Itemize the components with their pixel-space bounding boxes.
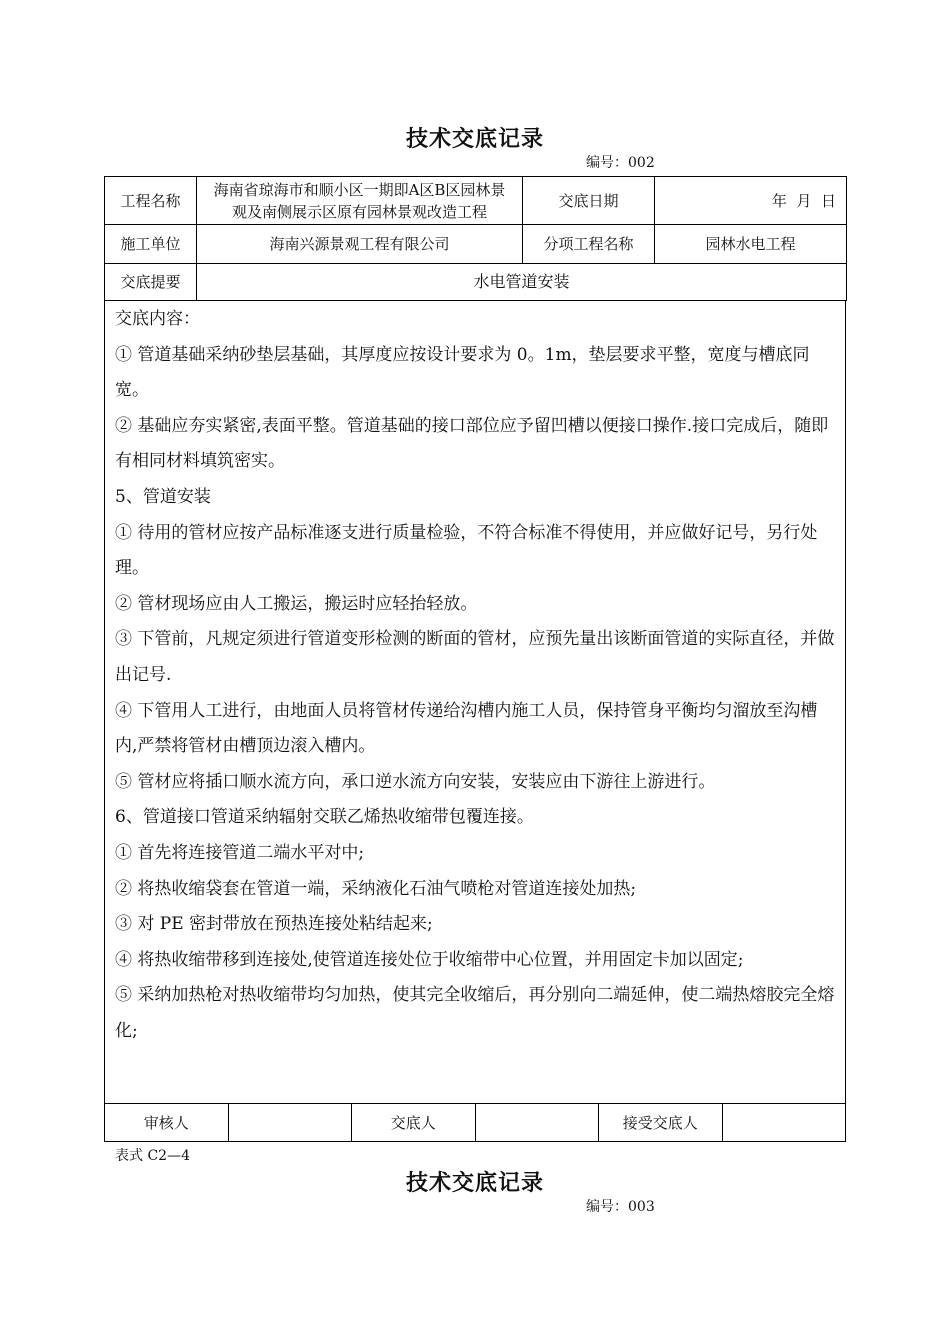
content-paragraph: ① 管道基础采纳砂垫层基础，其厚度应按设计要求为 0。1m，垫层要求平整，宽度与槽底同宽。 [115, 344, 810, 401]
content-paragraph: ② 基础应夯实紧密,表面平整。管道基础的接口部位应予留凹槽以便接口操作.接口完成后，随即有相同材料填筑密实。 [115, 415, 829, 472]
next-record-title: 技术交底记录 [405, 1170, 544, 1196]
content-paragraph: ② 将热收缩袋套在管道一端，采纳液化石油气喷枪对管道连接处加热; [115, 878, 637, 899]
contractor-value: 海南兴源景观工程有限公司 [197, 225, 523, 264]
content-paragraph: ⑤ 管材应将插口顺水流方向，承口逆水流方向安装，安装应由下游往上游进行。 [115, 771, 716, 792]
subproject-value: 园林水电工程 [655, 225, 847, 264]
content-paragraph: 5、管道安装 [115, 486, 211, 507]
disclosure-content-box [104, 300, 846, 1104]
content-paragraph: ① 首先将连接管道二端水平对中; [115, 842, 365, 863]
reviewer-label: 审核人 [105, 1104, 229, 1142]
record-number: 编号：002 [586, 155, 655, 171]
receiver-value [722, 1104, 846, 1142]
receiver-label: 接受交底人 [599, 1104, 723, 1142]
record-header-table [104, 176, 847, 301]
content-paragraph: ③ 对 PE 密封带放在预热连接处粘结起来; [115, 914, 433, 935]
contractor-label: 施工单位 [105, 225, 197, 264]
record-title: 技术交底记录 [405, 126, 544, 152]
content-paragraph: ⑤ 采纳加热枪对热收缩带均匀加热，使其完全收缩后，再分别向二端延伸，使二端热熔胶完全熔化; [115, 985, 835, 1041]
summary-label: 交底提要 [105, 264, 197, 301]
content-label: 交底内容： [115, 309, 200, 329]
content-paragraph: 6、管道接口管道采纳辐射交联乙烯热收缩带包覆连接。 [115, 807, 534, 828]
next-record-number: 编号：003 [586, 1199, 655, 1215]
subproject-label: 分项工程名称 [523, 225, 655, 264]
content-paragraph: ② 管材现场应由人工搬运，搬运时应轻抬轻放。 [115, 593, 478, 614]
form-code: 表式 C2—4 [115, 1148, 190, 1164]
discloser-label: 交底人 [352, 1104, 476, 1142]
project-name-label: 工程名称 [105, 177, 197, 225]
content-paragraphs [115, 338, 835, 1050]
summary-value: 水电管道安装 [197, 264, 847, 301]
content-paragraph: ④ 将热收缩带移到连接处,使管道连接处位于收缩带中心位置，并用固定卡加以固定; [115, 949, 744, 970]
signature-table [104, 1103, 846, 1142]
content-paragraph: ③ 下管前，凡规定须进行管道变形检测的断面的管材，应预先量出该断面管道的实际直径，并做出记号. [115, 629, 835, 685]
content-paragraph: ① 待用的管材应按产品标准逐支进行质量检验，不符合标准不得使用，并应做好记号，另行处理。 [115, 522, 818, 579]
date-label: 交底日期 [523, 177, 655, 225]
reviewer-value [228, 1104, 352, 1142]
content-paragraph: ④ 下管用人工进行，由地面人员将管材传递给沟槽内施工人员，保持管身平衡均匀溜放至沟槽内,严禁将管材由槽顶边滚入槽内。 [115, 700, 818, 757]
disclosure-content [105, 300, 845, 1049]
discloser-value [475, 1104, 599, 1142]
date-value: 年 月 日 [655, 177, 847, 225]
project-name-value: 海南省琼海市和顺小区一期即A区B区园林景观及南侧展示区原有园林景观改造工程 [197, 177, 523, 225]
